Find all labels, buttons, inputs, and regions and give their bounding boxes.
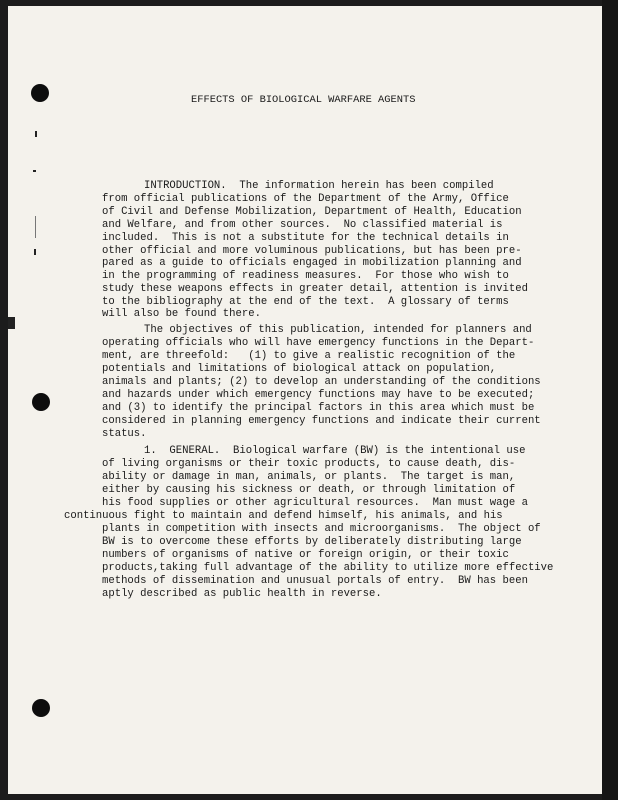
- text-line: his food supplies or other agricultural resources. Man must wage a: [102, 497, 528, 509]
- punch-hole-top: [31, 84, 49, 102]
- text-line: operating officials who will have emergency functions in the Depart-: [102, 337, 535, 349]
- text-line: and (3) to identify the principal factors in this area which must be: [102, 402, 535, 414]
- text-line: methods of dissemination and unusual portals of entry. BW has been: [102, 575, 528, 587]
- punch-hole-bottom: [32, 699, 50, 717]
- text-line: in the programming of readiness measures. For those who wish to: [102, 270, 509, 282]
- text-line: potentials and limitations of biological attack on population,: [102, 363, 497, 375]
- text-line: will also be found there.: [102, 308, 261, 320]
- document-title: EFFECTS OF BIOLOGICAL WARFARE AGENTS: [191, 94, 416, 106]
- text-line: ment, are threefold: (1) to give a realistic recognition of the: [102, 350, 516, 362]
- text-line: 1. GENERAL. Biological warfare (BW) is the intentional use: [144, 445, 526, 457]
- scan-border-right: [602, 0, 618, 800]
- text-line: animals and plants; (2) to develop an understanding of the conditions: [102, 376, 541, 388]
- text-line: considered in planning emergency functions and indicate their current: [102, 415, 541, 427]
- text-line: plants in competition with insects and microorganisms. The object of: [102, 523, 541, 535]
- text-line: products,taking full advantage of the ability to utilize more effective: [102, 562, 554, 574]
- text-line: study these weapons effects in greater detail, attention is invited: [102, 283, 528, 295]
- text-line: to the bibliography at the end of the text. A glossary of terms: [102, 296, 509, 308]
- text-line: included. This is not a substitute for the technical details in: [102, 232, 509, 244]
- text-line: The objectives of this publication, intended for planners and: [144, 324, 532, 336]
- text-line: other official and more voluminous publications, but has been pre-: [102, 245, 522, 257]
- text-line: pared as a guide to officials engaged in mobilization planning and: [102, 257, 522, 269]
- text-line: either by causing his sickness or death, or through limitation of: [102, 484, 516, 496]
- text-line: and Welfare, and from other sources. No classified material is: [102, 219, 503, 231]
- text-line: aptly described as public health in reverse.: [102, 588, 382, 600]
- text-line: continuous fight to maintain and defend himself, his animals, and his: [64, 510, 503, 522]
- text-line: INTRODUCTION. The information herein has been compiled: [144, 180, 494, 192]
- margin-mark: [8, 317, 15, 329]
- text-line: BW is to overcome these efforts by deliberately distributing large: [102, 536, 522, 548]
- text-line: numbers of organisms of native or foreign origin, or their toxic: [102, 549, 509, 561]
- margin-mark: [33, 170, 36, 172]
- margin-mark: [35, 131, 37, 137]
- margin-mark: [34, 249, 36, 255]
- text-line: ability or damage in man, animals, or plants. The target is man,: [102, 471, 516, 483]
- text-line: of living organisms or their toxic products, to cause death, dis-: [102, 458, 516, 470]
- punch-hole-middle: [32, 393, 50, 411]
- text-line: of Civil and Defense Mobilization, Department of Health, Education: [102, 206, 522, 218]
- text-line: and hazards under which emergency functions may have to be executed;: [102, 389, 535, 401]
- document-page: [8, 6, 602, 794]
- margin-mark: [35, 216, 36, 238]
- text-line: from official publications of the Department of the Army, Office: [102, 193, 509, 205]
- text-line: status.: [102, 428, 147, 440]
